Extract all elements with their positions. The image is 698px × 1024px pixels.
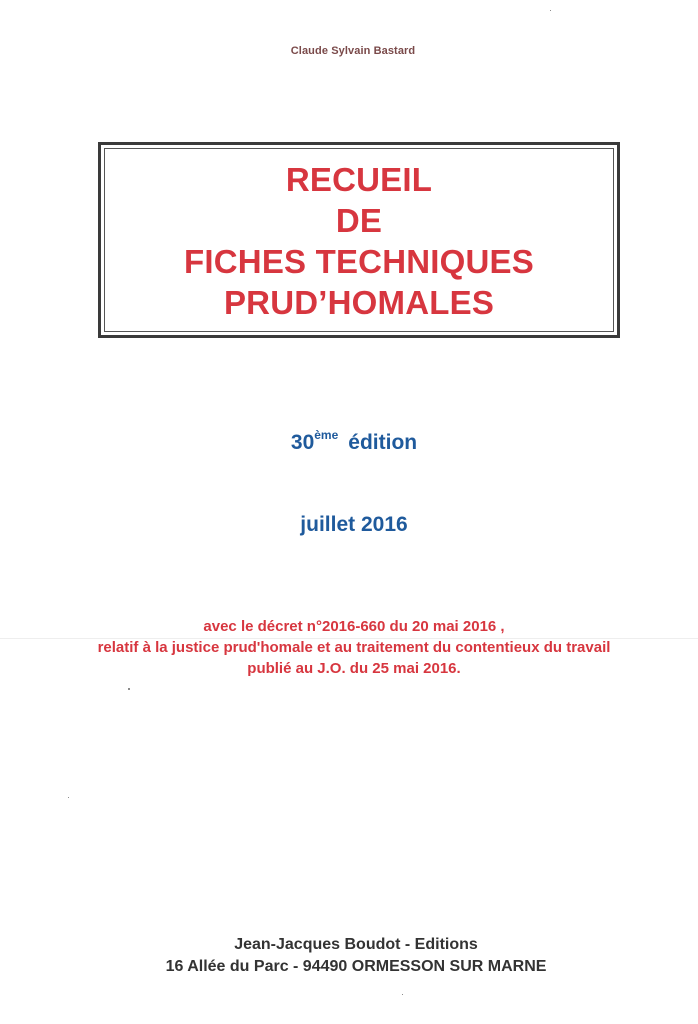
book-title (101, 159, 617, 323)
scan-artifact-dot (68, 797, 69, 798)
edition-suffix: ème (314, 428, 339, 442)
author-name: Claude Sylvain Bastard (290, 45, 416, 57)
scan-artifact-dot (550, 10, 551, 11)
title-frame (98, 142, 620, 338)
edition-label (0, 428, 698, 455)
title-line-3: FICHES TECHNIQUES (184, 243, 534, 280)
edition-word: édition (348, 431, 418, 454)
publication-date: juillet 2016 (300, 513, 408, 536)
edition-number: 30 (290, 431, 315, 454)
publisher-block (0, 934, 698, 978)
scan-artifact-dot (402, 994, 403, 995)
decree-notice (0, 616, 698, 679)
title-line-1: RECUEIL (285, 161, 433, 198)
publisher-address: 16 Allée du Parc - 94490 ORMESSON SUR MARNE (165, 958, 547, 975)
decree-line-1: avec le décret n°2016-660 du 20 mai 2016 , (203, 618, 505, 635)
title-line-2: DE (335, 202, 383, 239)
scan-artifact-dot (128, 688, 130, 690)
title-line-4: PRUD’HOMALES (223, 284, 495, 321)
decree-line-3: publié au J.O. du 25 mai 2016. (247, 660, 461, 677)
publisher-name: Jean-Jacques Boudot - Editions (234, 936, 478, 953)
decree-line-2: relatif à la justice prud'homale et au traitement du contentieux du travail (97, 639, 611, 656)
scan-artifact-line (0, 638, 698, 639)
